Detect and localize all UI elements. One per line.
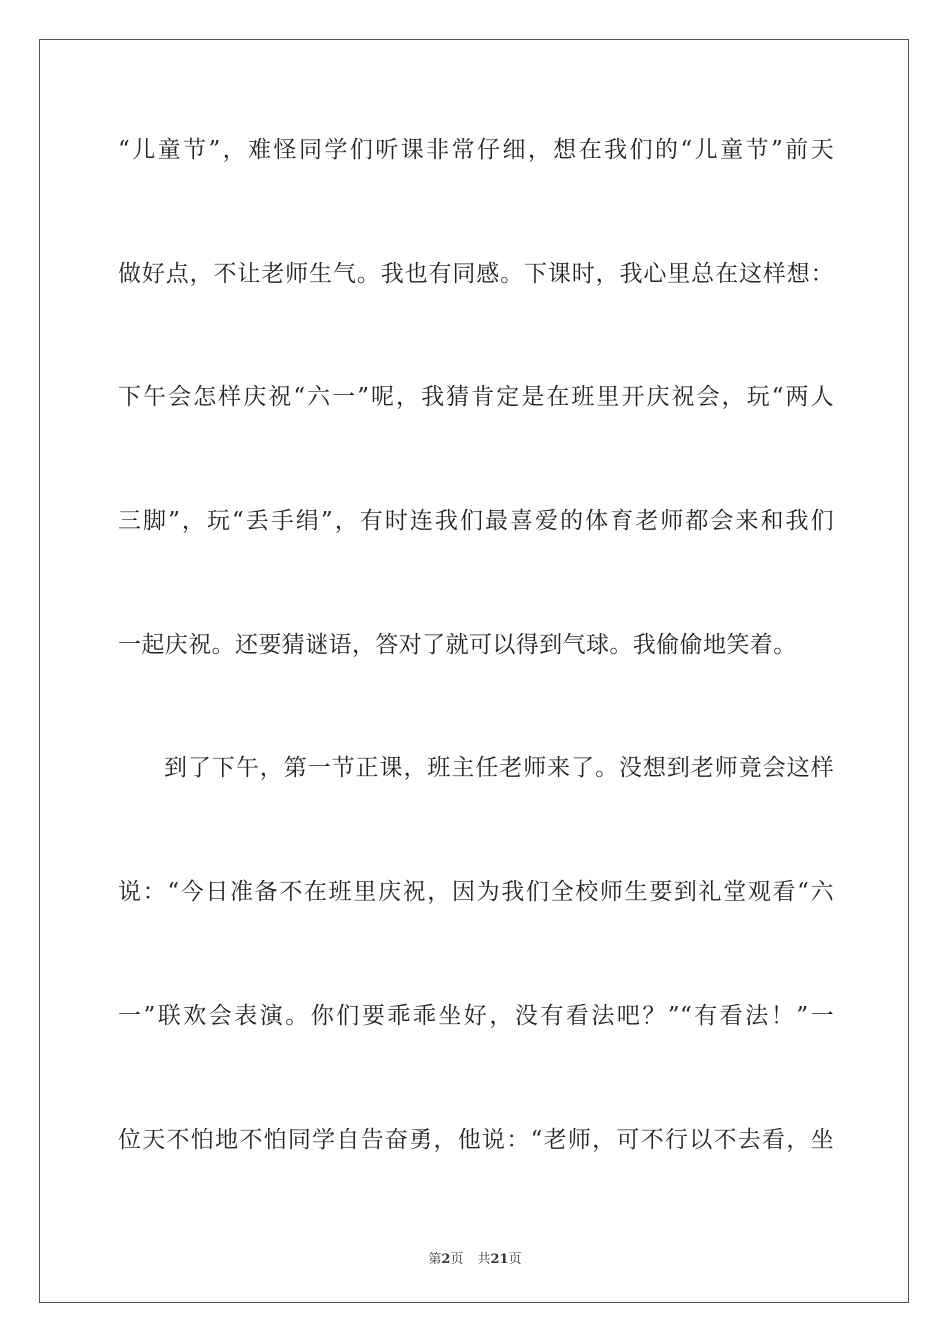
footer-page-number: 2 [441,1252,451,1267]
text-line-5: 一起庆祝。还要猜谜语，答对了就可以得到气球。我偷偷地笑着。 [118,631,797,658]
text-line-2: 做好点，不让老师生气。我也有同感。下课时，我心里总在这样想： [118,260,834,287]
footer-total-prefix: 共 [477,1252,491,1267]
text-line-4: 三脚”，玩“丢手绢”，有时连我们最喜爱的体育老师都会来和我们 [118,508,834,535]
document-body [118,128,834,1241]
footer-total-pages: 21 [490,1252,509,1267]
text-line-1: “儿童节”，难怪同学们听课非常仔细，想在我们的“儿童节”前天 [118,137,834,163]
text-line-9: 位天不怕地不怕同学自告奋勇，他说：“老师，可不行以不去看，坐 [118,1126,834,1153]
text-line-8: 一”联欢会表演。你们要乖乖坐好，没有看法吧？”“有看法！”一 [118,1002,834,1029]
text-line-7: 说：“今日准备不在班里庆祝，因为我们全校师生要到礼堂观看“六 [118,879,834,906]
text-line-6: 到了下午，第一节正课，班主任老师来了。没想到老师竟会这样 [164,755,834,782]
footer-page-prefix: 第 [428,1252,442,1267]
footer-total-suffix: 页 [508,1252,522,1267]
text-line-3: 下午会怎样庆祝“六一”呢，我猜肯定是在班里开庆祝会，玩“两人 [118,384,834,411]
page-footer [0,1248,950,1267]
footer-page-suffix: 页 [450,1252,464,1267]
